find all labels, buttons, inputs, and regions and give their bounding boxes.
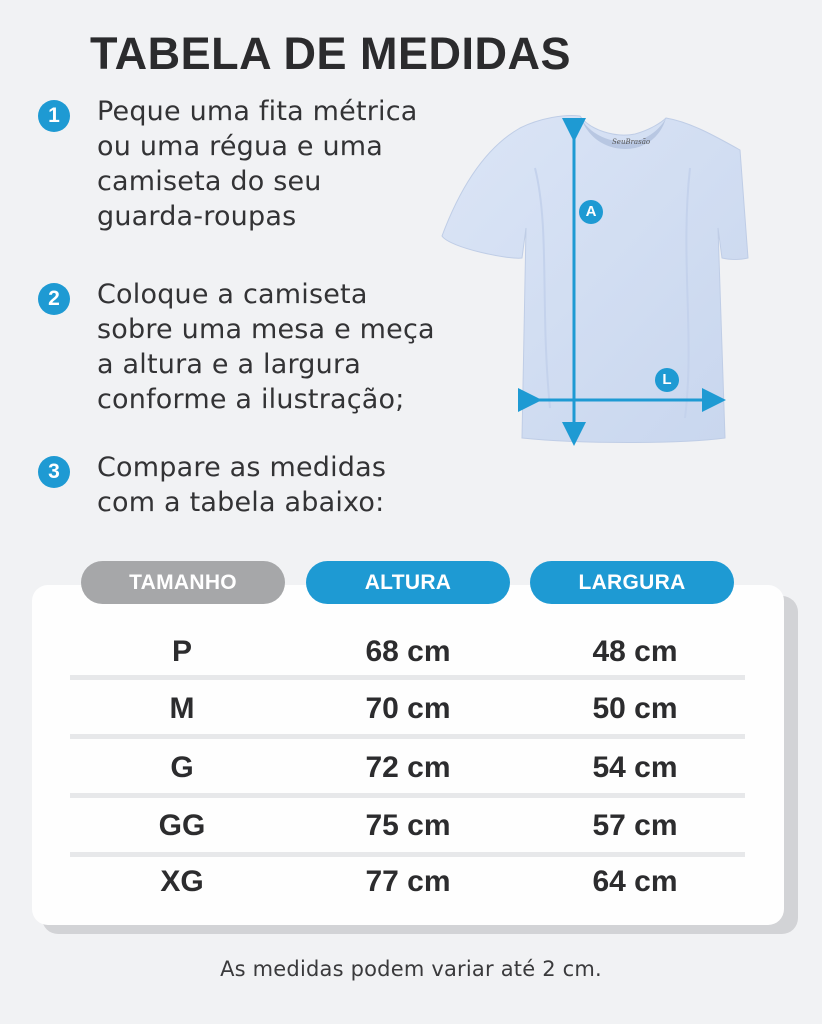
size-cell: G bbox=[170, 751, 194, 784]
largura-cell: 54 cm bbox=[592, 751, 678, 784]
size-cell: M bbox=[169, 692, 195, 725]
step-number-badge: 1 bbox=[38, 100, 70, 132]
step-line: com a tabela abaixo: bbox=[97, 487, 385, 518]
table-row bbox=[0, 862, 822, 902]
largura-cell: 48 cm bbox=[592, 635, 678, 668]
table-row bbox=[0, 806, 822, 846]
largura-cell: 64 cm bbox=[592, 865, 678, 898]
largura-cell: 50 cm bbox=[592, 692, 678, 725]
step-line: Peque uma fita métrica bbox=[97, 96, 418, 127]
row-divider bbox=[70, 734, 745, 739]
table-row bbox=[0, 748, 822, 788]
altura-cell: 68 cm bbox=[365, 635, 451, 668]
header-tamanho: TAMANHO bbox=[81, 561, 285, 604]
size-cell: GG bbox=[158, 809, 206, 842]
step-line: Compare as medidas bbox=[97, 452, 387, 483]
step-number-badge: 2 bbox=[38, 283, 70, 315]
step-instruction bbox=[97, 277, 435, 417]
header-altura: ALTURA bbox=[306, 561, 510, 604]
row-divider bbox=[70, 793, 745, 798]
height-marker-label: A bbox=[585, 203, 597, 220]
svg-text:SeuBrasão: SeuBrasão bbox=[612, 138, 651, 146]
width-marker-label: L bbox=[662, 371, 672, 388]
step-instruction bbox=[97, 94, 418, 234]
row-divider bbox=[70, 852, 745, 857]
step-line: sobre uma mesa e meça bbox=[97, 314, 435, 345]
altura-cell: 75 cm bbox=[365, 809, 451, 842]
header-largura: LARGURA bbox=[530, 561, 734, 604]
table-row bbox=[0, 689, 822, 729]
tshirt-icon bbox=[440, 108, 750, 448]
row-divider bbox=[70, 675, 745, 680]
tshirt-illustration bbox=[440, 108, 750, 448]
step-line: a altura e a largura bbox=[97, 349, 361, 380]
step-instruction bbox=[97, 450, 386, 520]
size-cell: P bbox=[171, 635, 192, 668]
size-cell: XG bbox=[160, 865, 204, 898]
step-line: ou uma régua e uma bbox=[97, 131, 384, 162]
step-line: camiseta do seu bbox=[97, 166, 322, 197]
step-number-badge: 3 bbox=[38, 456, 70, 488]
altura-cell: 72 cm bbox=[365, 751, 451, 784]
step-line: Coloque a camiseta bbox=[97, 279, 368, 310]
table-row bbox=[0, 632, 822, 672]
disclaimer-note: As medidas podem variar até 2 cm. bbox=[220, 957, 602, 981]
altura-cell: 70 cm bbox=[365, 692, 451, 725]
step-line: guarda-roupas bbox=[97, 201, 297, 232]
altura-cell: 77 cm bbox=[365, 865, 451, 898]
largura-cell: 57 cm bbox=[592, 809, 678, 842]
step-line: conforme a ilustração; bbox=[97, 384, 405, 415]
page-title: TABELA DE MEDIDAS bbox=[90, 28, 571, 79]
